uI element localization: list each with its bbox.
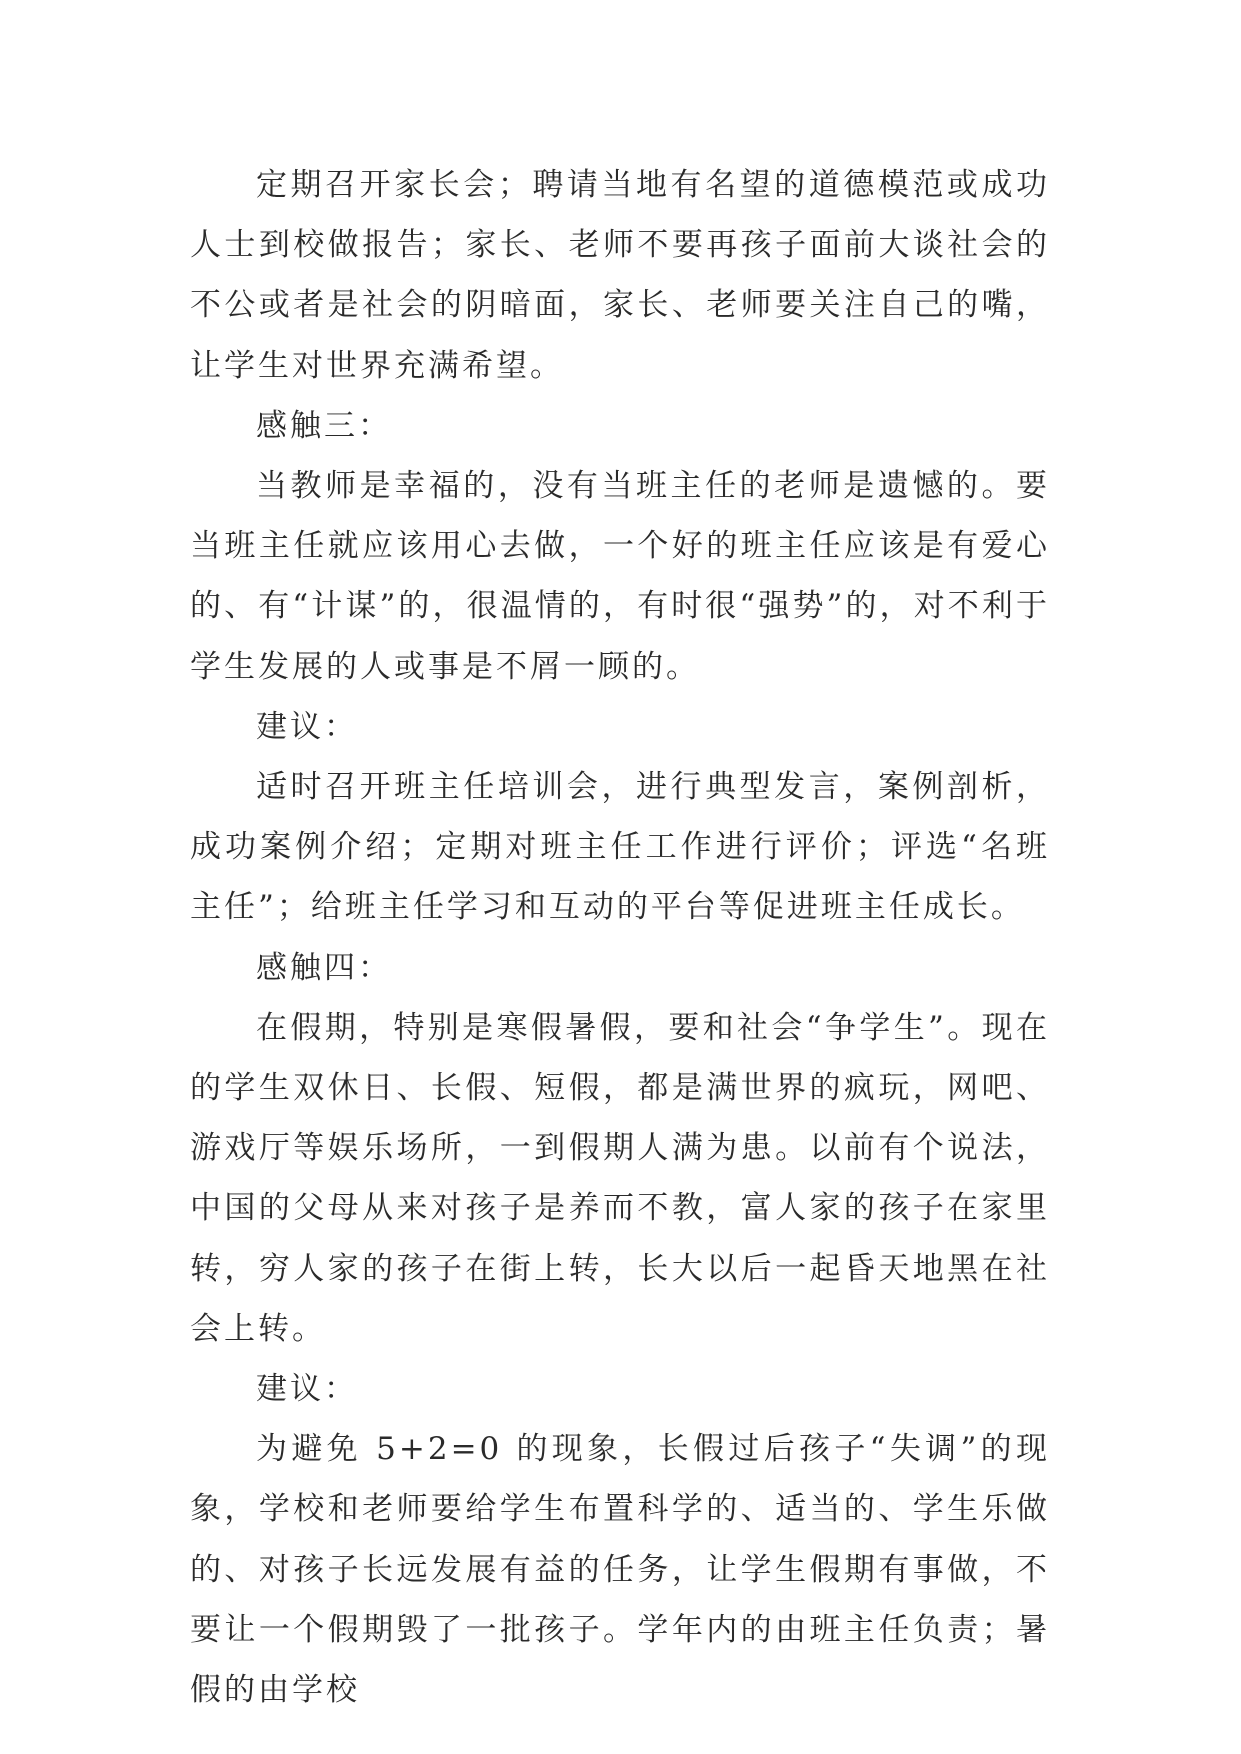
heading-suggestion-2: 建议： (256, 1371, 358, 1408)
paragraph-head-teacher-training: 适时召开班主任培训会，进行典型发言，案例剖析，成功案例介绍；定期对班主任工作进行评价；评选“名班主任”；给班主任学习和互动的平台等促进班主任成长。 (190, 769, 1050, 926)
heading-impression-four: 感触四： (256, 949, 392, 986)
heading-suggestion-1: 建议： (256, 708, 358, 745)
paragraph-holiday-students: 在假期，特别是寒假暑假，要和社会“争学生”。现在的学生双休日、长假、短假，都是满世界的疯玩，网吧、游戏厅等娱乐场所，一到假期人满为患。以前有个说法，中国的父母从来对孩子是养而不教，富人家的孩子在家里转，穷人家的孩子在街上转，长大以后一起昏天地黑在社会上转。 (190, 1009, 1050, 1347)
document-body (190, 155, 1050, 1720)
paragraph-head-teacher-happiness: 当教师是幸福的，没有当班主任的老师是遗憾的。要当班主任就应该用心去做，一个好的班主任应该是有爱心的、有“计谋”的，很温情的，有时很“强势”的，对不利于学生发展的人或事是不屑一顾的。 (190, 468, 1050, 685)
paragraph-holiday-tasks: 为避免 5+2=0 的现象，长假过后孩子“失调”的现象，学校和老师要给学生布置科学的、适当的、学生乐做的、对孩子长远发展有益的任务，让学生假期有事做，不要让一个假期毁了一批孩子。学年内的由班主任负责；暑假的由学校 (190, 1431, 1050, 1709)
paragraph-parent-meetings: 定期召开家长会；聘请当地有名望的道德模范或成功人士到校做报告；家长、老师不要再孩子面前大谈社会的不公或者是社会的阴暗面，家长、老师要关注自己的嘴，让学生对世界充满希望。 (190, 167, 1050, 384)
heading-impression-three: 感触三： (256, 407, 392, 444)
